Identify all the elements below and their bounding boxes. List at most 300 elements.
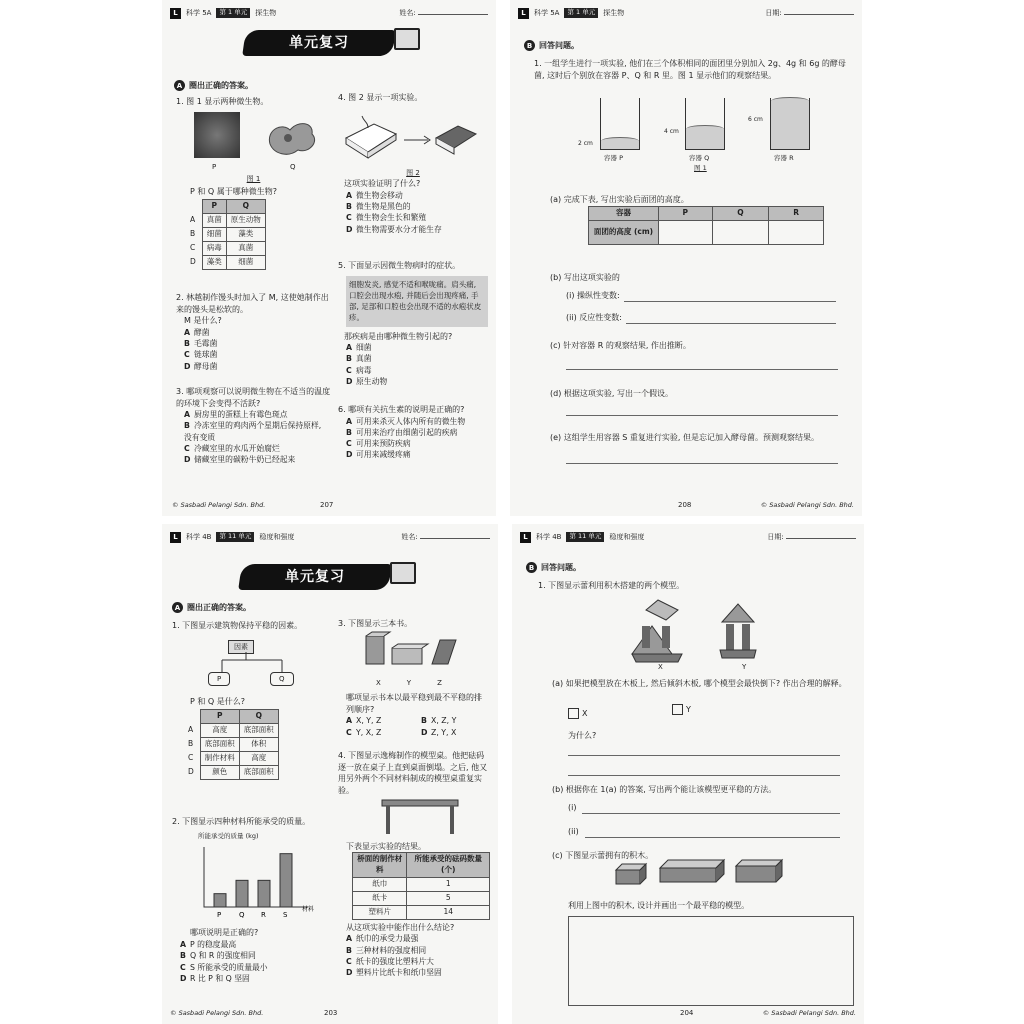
option-item[interactable]: [338, 212, 488, 223]
option-text: 链球菌: [194, 350, 218, 360]
option-letter: A: [180, 939, 187, 949]
chart-x-label: 材料: [302, 906, 315, 914]
answer-line[interactable]: [568, 764, 840, 776]
section-a-text: 圈出正确的答案。: [187, 603, 251, 612]
question-text: 1. 图 1 显示两种微生物。: [176, 97, 269, 106]
answer-row-manipulated: [566, 290, 836, 302]
answer-line[interactable]: [624, 290, 836, 302]
question-6: [338, 404, 488, 461]
option-item[interactable]: [338, 438, 488, 449]
table-cell: 真菌: [202, 214, 226, 228]
choice-x-label: X: [582, 709, 588, 718]
table-cell: 颜色: [200, 765, 239, 779]
section-b-heading: [526, 562, 581, 574]
bar-q: [236, 880, 248, 907]
answer-table: [184, 709, 279, 779]
answer-line[interactable]: [566, 358, 838, 370]
option-text: 厨房里的蛋糕上有霉色斑点: [194, 410, 288, 420]
option-text: 微生物是黑色的: [356, 201, 411, 211]
table-cell: 高度: [200, 724, 239, 738]
question-1-text: 1. 下图显示蕾利用积木搭建的两个模型。: [538, 581, 685, 590]
unit-tag: 第 11 单元: [216, 532, 254, 541]
unit-tag: 第 1 单元: [564, 8, 598, 17]
table-cell: 纸卡: [353, 891, 407, 905]
block-models-drawing: [622, 598, 772, 668]
symptoms-box: 细胞发炎, 感觉不适和喉咙痛。肩头痛, 口腔会出现水疱, 并随后会出现疼痛, 手部, 足部和口腔也会出现不适的水疱状皮疹。: [346, 276, 488, 327]
option-letter: D: [346, 377, 353, 387]
answer-cell-r[interactable]: [769, 220, 824, 244]
question-1: [172, 620, 334, 780]
name-label: 姓名:: [401, 533, 418, 542]
table-header: 桥面的制作材料: [353, 853, 407, 878]
name-field[interactable]: [418, 7, 488, 15]
table-row: [184, 765, 278, 779]
section-a-heading: [174, 80, 253, 92]
option-letter: C: [346, 213, 352, 223]
table-cell: 藻类: [202, 255, 226, 269]
option-text: 酵母菌: [194, 361, 218, 371]
publisher-logo: L: [520, 532, 531, 543]
row-option-letter: D: [190, 256, 196, 266]
checkbox-x[interactable]: [568, 708, 579, 719]
part-text: 完成下表, 写出实验后面团的高度。: [563, 195, 689, 204]
figure-caption: 图 1: [246, 174, 261, 183]
option-item[interactable]: [176, 349, 331, 360]
label-y: Y: [406, 678, 412, 687]
answer-row-ii: [568, 826, 840, 838]
topic-label: 探生物: [255, 8, 277, 17]
label-p: P: [212, 162, 217, 171]
question-1d: [550, 388, 673, 400]
question-5: [338, 260, 488, 387]
question-1e: [550, 432, 850, 444]
yeast-containers-figure: [570, 92, 830, 172]
part-text: 根据你在 1(a) 的答案, 写出两个能让该模型更平稳的方法。: [565, 785, 777, 794]
copyright-footer: © Sasbadi Pelangi Sdn. Bhd.: [762, 1008, 856, 1017]
option-item[interactable]: [338, 365, 488, 376]
question-1b: [550, 272, 620, 284]
section-a-badge: A: [172, 602, 183, 613]
part-label: (a): [552, 679, 564, 688]
container-r-label: 容器 R: [774, 154, 794, 162]
table-row: [186, 214, 265, 228]
book-icon: [390, 562, 416, 584]
option-item[interactable]: [338, 956, 490, 967]
option-text: 可用来杀灭人体内所有的微生物: [356, 416, 466, 426]
topic-label: 探生物: [603, 8, 625, 17]
option-text: 毛霉菌: [194, 339, 218, 349]
tick-label-p: P: [217, 911, 222, 920]
part-label: (b): [552, 785, 564, 794]
question-3: [176, 386, 331, 466]
row-option-letter: C: [188, 752, 194, 762]
header-q: Q: [712, 207, 769, 221]
question-prompt: 那疾病是由哪种微生物引起的?: [344, 331, 453, 341]
option-text: X, Y, Z: [356, 716, 382, 726]
answer-line[interactable]: [568, 744, 840, 756]
question-2: [176, 292, 331, 372]
section-a-heading: [172, 602, 251, 614]
subject-label: 科学 5A: [186, 8, 212, 17]
row-option-letter: A: [190, 215, 196, 225]
answer-label-i: (i): [568, 803, 577, 812]
question-prompt: M 是什么?: [184, 316, 222, 326]
table-cell: 体积: [239, 737, 278, 751]
subject-label: 科学 5A: [534, 8, 560, 17]
option-text: 纸巾的承受力最强: [356, 934, 419, 944]
option-item[interactable]: [338, 416, 488, 427]
height-r: 6 cm: [748, 116, 763, 123]
option-letter: A: [184, 410, 191, 420]
options-list: [338, 933, 490, 978]
book-labels: [338, 678, 488, 688]
factor-root-node: 因素: [228, 640, 254, 654]
part-label: (e): [550, 433, 562, 442]
option-letter: A: [346, 934, 353, 944]
figure-caption: 图 2: [406, 168, 420, 177]
part-label: (a): [550, 195, 562, 204]
topic-label: 稳度和强度: [609, 532, 645, 541]
page-number: 208: [678, 500, 692, 509]
option-item[interactable]: [338, 342, 488, 353]
option-text: 冷冻室里的鸡肉两个星期后保持原样, 没有变质: [184, 421, 322, 442]
options-list: [338, 342, 488, 387]
options-list: [176, 409, 331, 465]
option-item[interactable]: [176, 420, 331, 443]
option-letter: B: [184, 339, 190, 349]
question-text: 1. 下图显示建筑物保持平稳的因素。: [172, 621, 303, 630]
option-item[interactable]: [338, 945, 490, 956]
part-text: 写出这项实验的: [563, 273, 620, 282]
table-row: [186, 241, 265, 255]
answer-cell-p[interactable]: [659, 220, 713, 244]
table-cell: 1: [407, 878, 490, 892]
option-text: 纸卡的强度比塑料片大: [356, 956, 434, 966]
option-text: Z, Y, X: [431, 727, 457, 737]
table-cell: 细菌: [202, 228, 226, 242]
option-item[interactable]: [338, 376, 488, 387]
date-field[interactable]: [786, 531, 856, 539]
option-item[interactable]: [338, 933, 490, 944]
option-item[interactable]: [338, 201, 488, 212]
option-item[interactable]: [338, 715, 413, 726]
option-text: 细菌: [356, 343, 372, 353]
question-text: 2. 下图显示四种材料所能承受的质量。: [172, 817, 311, 826]
unit-tag: 第 11 单元: [566, 532, 604, 541]
option-text: 微生物会移动: [356, 190, 403, 200]
question-text: 4. 下图显示逸梅制作的模型桌。他把砝码逐一放在桌子上直到桌面倒塌。之后, 他又用另外两个不同材料制成的模型桌重复实验。: [338, 751, 488, 795]
table-header: P: [200, 710, 239, 724]
table-row: [184, 737, 278, 751]
topic-label: 稳度和强度: [259, 532, 295, 541]
question-1-text: 1. 一组学生进行一项实验, 他们在三个体积相同的面团里分别加入 2g、4g 和 6g 的酵母菌, 这时后个别放在容器 P、Q 和 R 里。图 1 显示他们的观察结果。: [534, 59, 846, 80]
books-drawing: [362, 630, 472, 674]
name-field[interactable]: [420, 531, 490, 539]
page-number: 203: [324, 1008, 338, 1017]
option-letter: A: [346, 343, 353, 353]
table-row: [186, 255, 265, 269]
option-text: 塑料片比纸卡和纸巾坚固: [356, 968, 442, 978]
unit-review-banner: [238, 564, 392, 590]
option-text: 微生物需要水分才能生存: [356, 224, 442, 234]
question-text: 2. 林越制作馒头时加入了 M, 这使她制作出来的馒头是松软的。: [176, 293, 329, 314]
subject-label: 科学 4B: [536, 532, 562, 541]
option-item[interactable]: [172, 939, 332, 950]
option-text: 冷藏室里的水瓜开始腐烂: [194, 444, 280, 454]
choice-x[interactable]: [568, 708, 587, 720]
figure-caption: 图 1: [694, 164, 707, 172]
table-row: [353, 878, 490, 892]
dough-p: [601, 137, 639, 149]
answer-table: [186, 199, 266, 269]
copyright-footer: © Sasbadi Pelangi Sdn. Bhd.: [172, 500, 266, 509]
option-text: 真菌: [356, 354, 372, 364]
row-option-letter: B: [190, 229, 196, 239]
option-letter: B: [346, 427, 352, 437]
bar-p: [214, 894, 226, 907]
table-cell: 真菌: [226, 241, 265, 255]
option-item[interactable]: [176, 327, 331, 338]
table-cell: 14: [407, 905, 490, 919]
option-item[interactable]: [413, 727, 488, 738]
options-list: [172, 939, 332, 984]
table-cell: 高度: [239, 751, 278, 765]
question-prompt: 下表显示实验的结果。: [346, 841, 426, 851]
table-cell: 病毒: [202, 241, 226, 255]
publisher-logo: L: [170, 8, 181, 19]
option-letter: A: [346, 190, 353, 200]
question-text: 4. 图 2 显示一项实验。: [338, 93, 423, 102]
question-prompt: P 和 Q 属于哪种微生物?: [190, 186, 277, 196]
tree-connector: [212, 652, 302, 672]
page-header: [518, 6, 854, 20]
date-label: 日期:: [765, 9, 782, 18]
name-label: 姓名:: [399, 9, 416, 18]
banner-text: 单元复习: [285, 568, 346, 585]
option-item[interactable]: [172, 950, 332, 961]
table-cell: 原生动物: [226, 214, 265, 228]
table-row: [353, 905, 490, 919]
choice-y-label: Y: [686, 705, 691, 714]
option-letter: B: [421, 716, 427, 726]
copyright-footer: © Sasbadi Pelangi Sdn. Bhd.: [170, 1008, 264, 1017]
manipulated-variable-label: (i) 操纵性变数:: [566, 291, 620, 300]
factor-node-q: Q: [270, 672, 294, 686]
bar-r: [258, 880, 270, 907]
container-p-label: 容器 P: [604, 154, 623, 162]
header-p: P: [659, 207, 713, 221]
banner-text: 单元复习: [289, 34, 350, 51]
table-cell: 藻类: [226, 228, 265, 242]
microbe-p-photo: [194, 112, 240, 158]
building-blocks-drawing: [612, 856, 792, 890]
option-item[interactable]: [413, 715, 488, 726]
option-text: 原生动物: [356, 377, 388, 387]
worksheet-page-4: [512, 524, 864, 1024]
row-option-letter: A: [188, 725, 194, 735]
table-cell: 5: [407, 891, 490, 905]
why-prompt: 为什么?: [568, 731, 597, 740]
row-option-letter: C: [190, 242, 196, 252]
option-item[interactable]: [176, 338, 331, 349]
worksheet-page-1: [162, 0, 496, 516]
option-text: 可用来治疗由细菌引起的疾病: [356, 427, 458, 437]
responding-variable-label: (ii) 反应性变数:: [566, 313, 622, 322]
option-text: 病毒: [356, 365, 372, 375]
container-q: [685, 98, 725, 150]
table-header: Q: [239, 710, 278, 724]
date-field[interactable]: [784, 7, 854, 15]
part-text: 如果把模型放在木板上, 然后倾斜木板, 哪个模型会最快倒下? 作出合理的解释。: [565, 679, 847, 688]
question-text: 3. 哪项观察可以说明微生物在不适当的温度的环境下会变得不活跃?: [176, 387, 331, 408]
factor-tree: [172, 632, 334, 688]
container-p: [600, 98, 640, 150]
option-text: 可用来预防疾病: [356, 439, 411, 449]
option-item[interactable]: [338, 224, 488, 235]
option-letter: C: [180, 962, 186, 972]
question-text: 6. 哪项有关抗生素的说明是正确的?: [338, 405, 465, 414]
checkbox-y[interactable]: [672, 704, 683, 715]
option-letter: A: [346, 416, 353, 426]
answer-line[interactable]: [566, 404, 838, 416]
option-letter: C: [346, 956, 352, 966]
answer-line[interactable]: [585, 826, 840, 838]
part-label: (b): [550, 273, 562, 282]
option-letter: C: [184, 350, 190, 360]
option-text: 酵菌: [194, 327, 210, 337]
option-item[interactable]: [172, 973, 332, 984]
part-label: (d): [550, 389, 562, 398]
option-item[interactable]: [338, 967, 490, 978]
tick-label-s: S: [283, 911, 288, 920]
question-prompt: 哪项说明是正确的?: [190, 928, 259, 938]
options-list: [338, 190, 488, 235]
answer-cell-q[interactable]: [712, 220, 769, 244]
tick-label-q: Q: [239, 911, 245, 920]
table-cell: 底部面积: [239, 765, 278, 779]
option-letter: B: [184, 421, 190, 431]
worksheet-page-2: [510, 0, 862, 516]
table-row: [353, 891, 490, 905]
option-letter: D: [180, 973, 187, 983]
section-b-text: 回答问题。: [541, 563, 581, 572]
option-item[interactable]: [176, 443, 331, 454]
question-1: [176, 96, 331, 270]
model-table-drawing: [378, 796, 468, 836]
option-item[interactable]: [176, 361, 331, 372]
option-text: X, Z, Y: [431, 716, 457, 726]
option-letter: B: [346, 201, 352, 211]
option-letter: A: [184, 327, 191, 337]
answer-line[interactable]: [582, 802, 840, 814]
option-text: P 的稳度最高: [190, 939, 237, 949]
bar-s: [280, 854, 292, 907]
question-1a: [552, 678, 848, 690]
option-letter: D: [184, 455, 191, 465]
question-text: 3. 下图显示三本书。: [338, 619, 413, 628]
model-x-label: X: [658, 663, 663, 671]
option-letter: D: [421, 727, 428, 737]
option-item[interactable]: [338, 427, 488, 438]
dough-q: [686, 125, 724, 149]
row-option-letter: D: [188, 766, 194, 776]
table-cell: 底部面积: [239, 724, 278, 738]
section-b-text: 回答问题。: [539, 41, 579, 50]
question-1a: [550, 194, 689, 206]
option-letter: D: [346, 968, 353, 978]
options-list: [338, 416, 488, 461]
table-cell: 塑料片: [353, 905, 407, 919]
option-item[interactable]: [338, 190, 488, 201]
table-header: 所能承受的砝码数量 (个): [407, 853, 490, 878]
drawing-answer-box[interactable]: [568, 916, 854, 1006]
question-1b: [552, 784, 776, 796]
question-4: [338, 92, 488, 235]
subject-label: 科学 4B: [186, 532, 212, 541]
table-row: [184, 724, 278, 738]
height-p: 2 cm: [578, 140, 593, 147]
row-option-letter: B: [188, 738, 194, 748]
question-2: [172, 816, 332, 984]
tick-label-r: R: [261, 911, 266, 920]
unit-tag: 第 1 单元: [216, 8, 250, 17]
book-icon: [394, 28, 420, 50]
answer-line[interactable]: [626, 312, 836, 324]
option-letter: C: [184, 444, 190, 454]
answer-line[interactable]: [566, 452, 838, 464]
unit-review-banner: [242, 30, 396, 56]
option-item[interactable]: [172, 962, 332, 973]
table-header: Q: [226, 200, 265, 214]
part-text: 针对容器 R 的观察结果, 作出推断。: [563, 341, 691, 350]
label-q: Q: [290, 162, 296, 171]
material-strength-chart: [172, 841, 322, 923]
question-text: 5. 下面显示因微生物病时的症状。: [338, 261, 461, 270]
date-label: 日期:: [767, 533, 784, 542]
options-list: [338, 715, 488, 738]
row-label-height: 面团的高度 (cm): [589, 220, 659, 244]
section-a-badge: A: [174, 80, 185, 91]
option-item[interactable]: [338, 353, 488, 364]
option-text: Q 和 R 的强度相同: [190, 951, 256, 961]
page-number: 204: [680, 1008, 694, 1017]
table-cell: 纸巾: [353, 878, 407, 892]
option-item[interactable]: [176, 409, 331, 420]
publisher-logo: L: [518, 8, 529, 19]
answer-row-i: [568, 802, 840, 814]
option-item[interactable]: [338, 727, 413, 738]
choice-y[interactable]: [672, 704, 691, 716]
question-4: [338, 750, 490, 978]
option-letter: C: [346, 439, 352, 449]
table-cell: 细菌: [226, 255, 265, 269]
options-list: [176, 327, 331, 372]
option-item[interactable]: [338, 449, 488, 460]
part-text: 根据这项实验, 写出一个假设。: [563, 389, 673, 398]
question-prompt: 哪项显示书本以最平稳到最不平稳的排列顺序?: [346, 693, 482, 714]
option-item[interactable]: [176, 454, 331, 465]
table-row: [184, 751, 278, 765]
option-letter: B: [346, 354, 352, 364]
table-header: P: [202, 200, 226, 214]
option-letter: D: [346, 450, 353, 460]
option-letter: C: [346, 365, 352, 375]
option-letter: C: [346, 727, 352, 737]
table-corner: [186, 200, 202, 214]
question-1c: [550, 340, 691, 352]
section-a-text: 圈出正确的答案。: [189, 81, 253, 90]
page-header: [170, 530, 490, 544]
